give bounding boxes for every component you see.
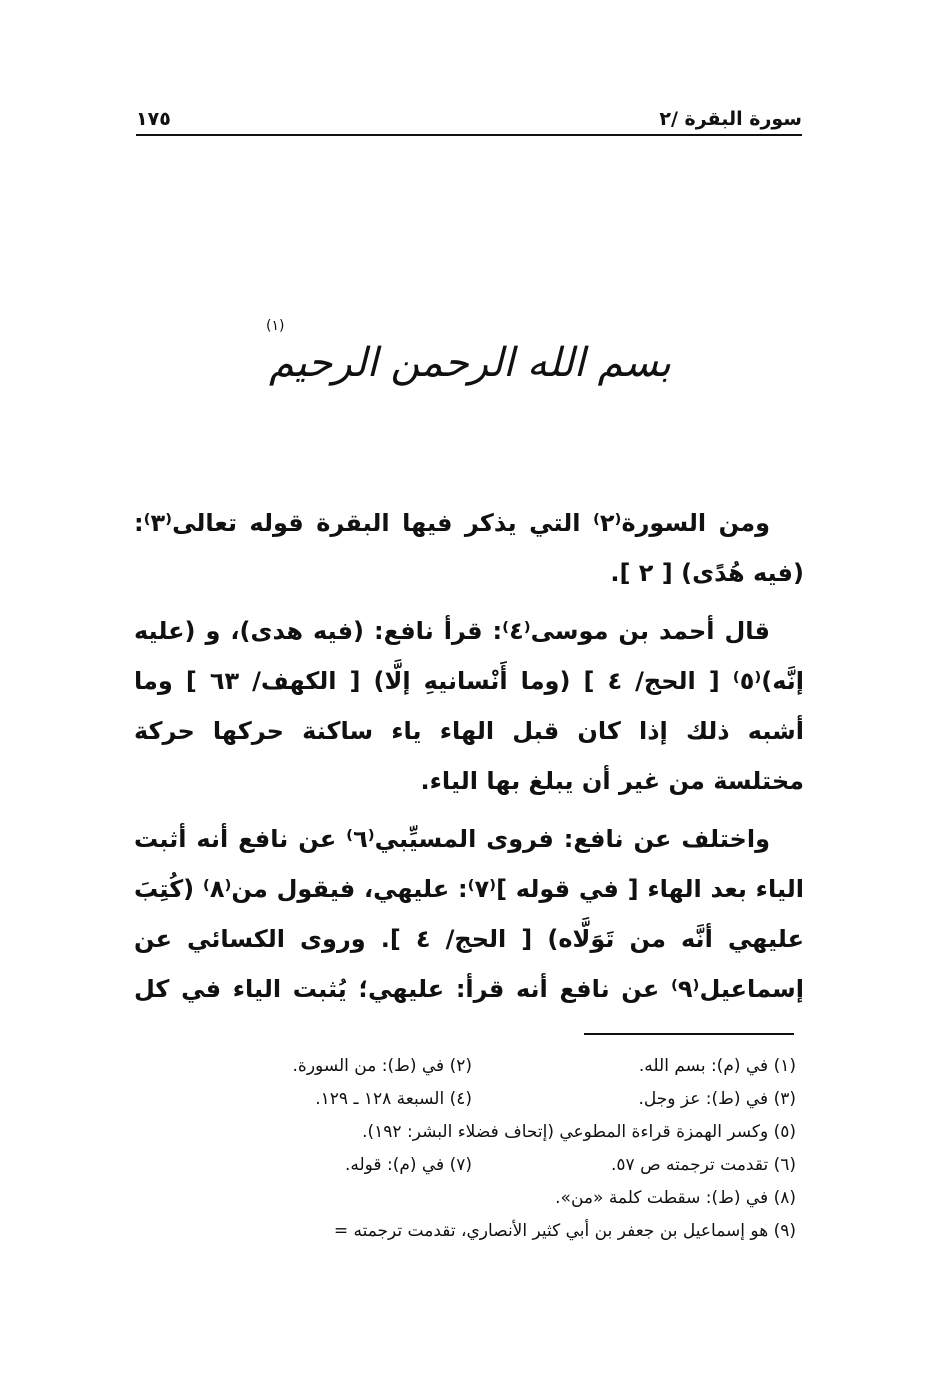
paragraph: واختلف عن نافع: فروى المسيِّبي⁽٦⁾ عن نافع أنه أثبت الياء بعد الهاء [ في قوله ]⁽٧⁾: عليهي، فيقول من⁽٨⁾ (كُتِبَ عليهي أنَّه من تَوَلَّاه) [ الحج/ ٤ ]. وروى الكسائي عن إسماعيل⁽٩⁾ عن نافع أنه قرأ: عليهي؛ يُثبت الياء في كل: [134, 825, 804, 1003]
footnote: (٥) وكسر الهمزة قراءة المطوعي (إتحاف فضلاء البشر: ١٩٢).: [362, 1122, 796, 1142]
footnote-row: [134, 1083, 796, 1116]
footnote-row: [134, 1215, 796, 1248]
page-number: ١٧٥: [136, 108, 171, 130]
footnote: (٩) هو إسماعيل بن جعفر بن أبي كثير الأنصاري، تقدمت ترجمته =: [333, 1221, 796, 1241]
paragraph: ومن السورة⁽٢⁾ التي يذكر فيها البقرة قوله تعالى⁽٣⁾: (فيه هُدًى) [ ٢ ].: [134, 509, 804, 587]
main-text: [134, 498, 804, 1022]
basmala-calligraphy: بسم الله الرحمن الرحيم: [268, 340, 672, 386]
running-title: سورة البقرة /٢: [659, 108, 802, 130]
basmala-footnote-marker: (١): [266, 318, 285, 334]
footnote: (٧) في (م): قوله.: [344, 1155, 472, 1175]
footnote: (٤) السبعة ١٢٨ ـ ١٢٩.: [315, 1089, 472, 1109]
page-header: [136, 100, 802, 136]
paragraph: قال أحمد بن موسى⁽٤⁾: قرأ نافع: (فيه هدى)، و (عليه إنَّه)⁽٥⁾ [ الحج/ ٤ ] (وما أَنْسانيهِ إلَّا) [ الكهف/ ٦٣ ] وما أشبه ذلك إذا كان قبل الهاء ياء ساكنة حركها حركة مختلسة من غير أن يبلغ بها الياء.: [134, 617, 805, 795]
footnote: (٨) في (ط): سقطت كلمة «من».: [555, 1188, 796, 1208]
footnote-separator: [584, 1033, 794, 1035]
footnote: (٣) في (ط): عز وجل.: [638, 1089, 796, 1109]
footnote-row: [134, 1116, 796, 1149]
footnote-row: [134, 1182, 796, 1215]
footnote-row: [134, 1149, 796, 1182]
footnote: (٦) تقدمت ترجمته ص ٥٧.: [611, 1155, 796, 1175]
footnote: (١) في (م): بسم الله.: [638, 1056, 796, 1076]
footnote-row: [134, 1050, 796, 1083]
footnotes: [134, 1050, 796, 1248]
footnote: (٢) في (ط): من السورة.: [292, 1056, 472, 1076]
